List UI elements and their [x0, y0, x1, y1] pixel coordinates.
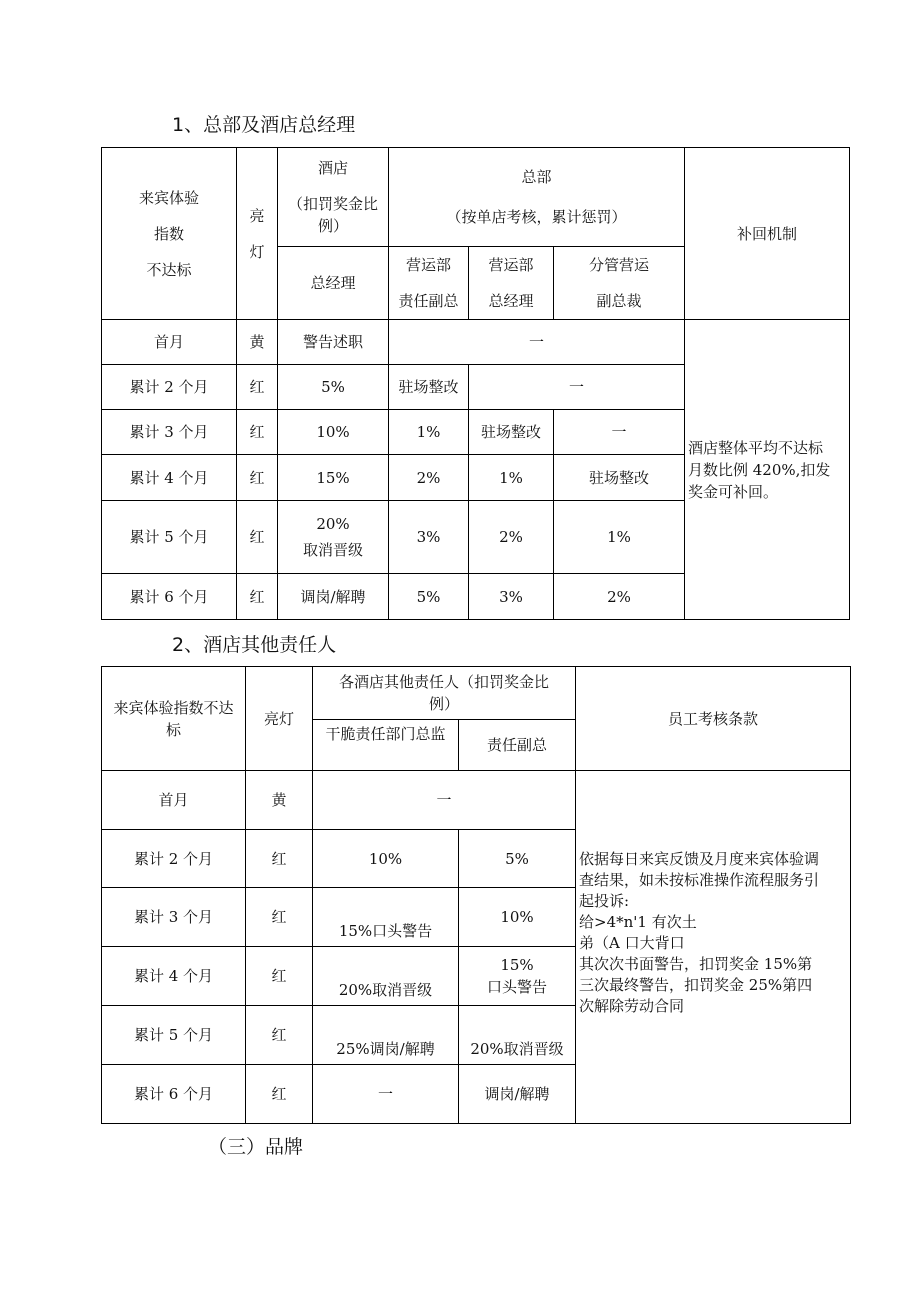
table-cell: 3%: [388, 500, 469, 574]
table-cell: 累计 3 个月: [101, 409, 237, 455]
table-cell: 一: [468, 364, 685, 410]
table-cell: 1%: [388, 409, 469, 455]
table-cell: 5%: [277, 364, 389, 410]
table-cell: 一: [312, 1064, 459, 1124]
table-cell: 调岗/解聘: [458, 1064, 576, 1124]
table-cell: 驻场整改: [468, 409, 554, 455]
header-hotel-gm: 总经理: [277, 246, 389, 320]
table-cell: 红: [236, 500, 278, 574]
header-light: 亮灯: [245, 666, 313, 771]
table-cell: 累计 5 个月: [101, 500, 237, 574]
table-cell: 15% 口头警告: [458, 946, 576, 1006]
header-clause: 员工考核条款: [575, 666, 851, 771]
header-metric: 来宾体验 指数 不达标: [101, 147, 237, 320]
table-cell: 1%: [553, 500, 685, 574]
section1-heading: 1、总部及酒店总经理: [172, 114, 356, 136]
table-cell: 10%: [458, 887, 576, 947]
header-ops-gm: 营运部 总经理: [468, 246, 554, 320]
header-dept-director: 干脆责任部门总监: [312, 719, 459, 771]
table-cell: 累计 4 个月: [101, 454, 237, 501]
header-ops-vp: 营运部 责任副总: [388, 246, 469, 320]
table-cell: 累计 2 个月: [101, 829, 246, 888]
table-cell: 5%: [458, 829, 576, 888]
table-cell: 2%: [468, 500, 554, 574]
table-cell: 20% 取消晋级: [277, 500, 389, 574]
header-others: 各酒店其他责任人（扣罚奖金比 例）: [312, 666, 576, 720]
remedy-mechanism-cell: 酒店整体平均不达标 月数比例 420%,扣发 奖金可补回。: [684, 319, 850, 620]
table-cell: 黄: [245, 770, 313, 830]
table-cell: 红: [245, 946, 313, 1006]
employee-clause-cell: 依据每日来宾反馈及月度来宾体验调 查结果，如未按标准操作流程服务引 起投诉: 给>4*n'1 有次土 弟（A 口大背口 其次次书面警告，扣罚奖金 15%第 三次最终警告，扣罚奖金 25%第四 次解除劳动合同: [575, 770, 851, 1124]
table-cell: 红: [245, 1005, 313, 1065]
table-cell: 20%取消晋级: [312, 946, 459, 1006]
table-cell: 一: [553, 409, 685, 455]
table-cell: 红: [245, 1064, 313, 1124]
table-cell: 警告述职: [277, 319, 389, 365]
table-cell: 15%: [277, 454, 389, 501]
table-cell: 红: [236, 454, 278, 501]
table-cell: 3%: [468, 573, 554, 620]
table-cell: 驻场整改: [553, 454, 685, 501]
table-cell: 红: [245, 829, 313, 888]
table-cell: 红: [236, 573, 278, 620]
header-hotel: 酒店 （扣罚奖金比 例）: [277, 147, 389, 247]
table-cell: 累计 4 个月: [101, 946, 246, 1006]
table-cell: 2%: [553, 573, 685, 620]
table-cell: 累计 2 个月: [101, 364, 237, 410]
table-cell: 驻场整改: [388, 364, 469, 410]
section3-heading: （三）品牌: [208, 1136, 304, 1158]
table-cell: 累计 5 个月: [101, 1005, 246, 1065]
table-cell: 15%口头警告: [312, 887, 459, 947]
header-remedy: 补回机制: [684, 147, 850, 320]
table-cell: 首月: [101, 319, 237, 365]
table-cell: 10%: [277, 409, 389, 455]
header-svp: 分管营运 副总裁: [553, 246, 685, 320]
table-cell: 红: [245, 887, 313, 947]
header-hq: 总部 （按单店考核，累计惩罚）: [388, 147, 685, 247]
table-cell: 2%: [388, 454, 469, 501]
header-metric: 来宾体验指数不达 标: [101, 666, 246, 771]
table-cell: 黄: [236, 319, 278, 365]
table-cell: 一: [388, 319, 685, 365]
table-cell: 5%: [388, 573, 469, 620]
table-cell: 累计 3 个月: [101, 887, 246, 947]
table-cell: 红: [236, 364, 278, 410]
table-cell: 25%调岗/解聘: [312, 1005, 459, 1065]
table-cell: 累计 6 个月: [101, 573, 237, 620]
section2-heading: 2、酒店其他责任人: [172, 634, 337, 656]
table-cell: 调岗/解聘: [277, 573, 389, 620]
table-cell: 首月: [101, 770, 246, 830]
table-cell: 1%: [468, 454, 554, 501]
header-responsible-vp: 责任副总: [458, 719, 576, 771]
header-light: 亮 灯: [236, 147, 278, 320]
table-cell: 20%取消晋级: [458, 1005, 576, 1065]
table-cell: 红: [236, 409, 278, 455]
table-cell: 10%: [312, 829, 459, 888]
table-cell: 一: [312, 770, 576, 830]
table-cell: 累计 6 个月: [101, 1064, 246, 1124]
